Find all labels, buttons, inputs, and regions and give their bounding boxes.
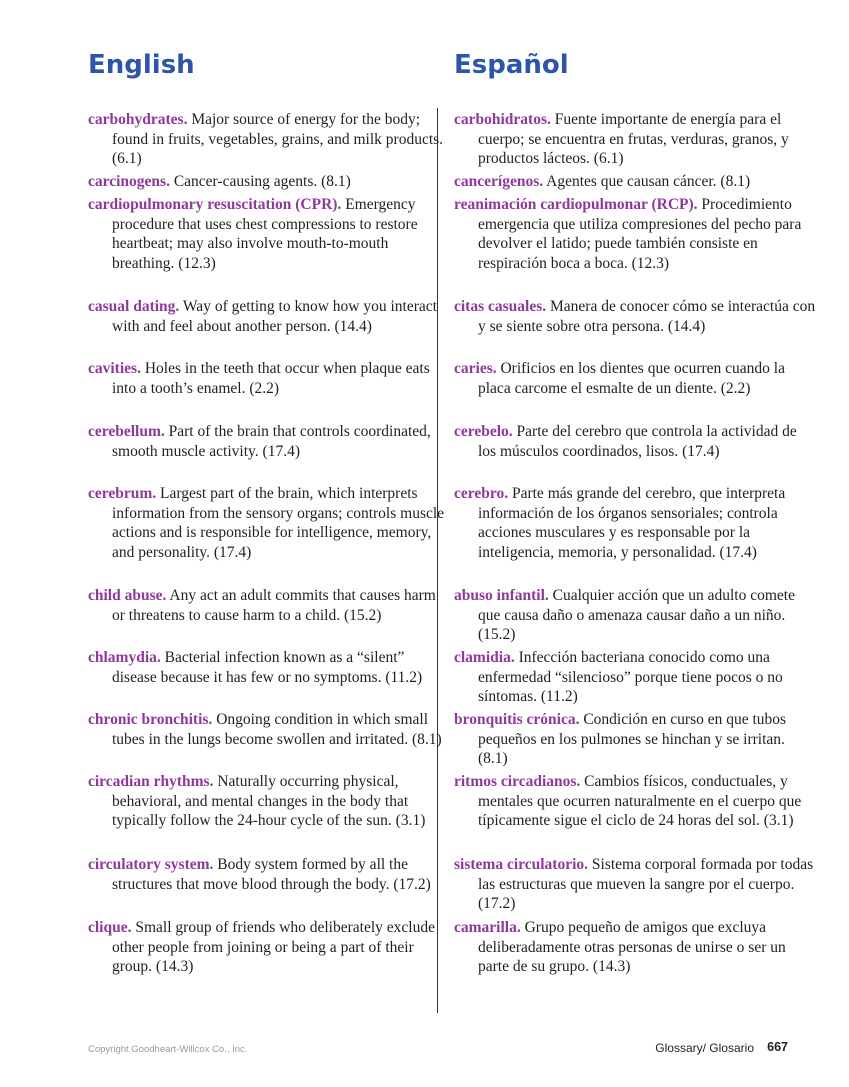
english-heading: English [88,50,195,80]
glossary-definition: Way of getting to know how you interact with and feel about another person. (14.4) [112,298,437,335]
glossary-definition: Parte más grande del cerebro, que interpreta información de los órganos sensoriales; controla acciones musculares y es responsable por la inteligencia, memoria, y personalidad. (17.4) [478,485,786,561]
glossary-entry [88,586,448,625]
glossary-term: citas casuales. [454,298,547,315]
glossary-term: circulatory system. [88,856,214,873]
glossary-entry [454,855,818,914]
glossary-term: circadian rhythms. [88,773,214,790]
glossary-term: cerebrum. [88,485,157,502]
glossary-entry [454,918,818,977]
glossary-definition: Largest part of the brain, which interprets information from the sensory organs; controls muscle actions and is responsible for intelligence, memory, and personality. (17.4) [112,485,445,561]
glossary-entry [454,648,818,707]
glossary-term: carcinogens. [88,173,170,190]
glossary-term: abuso infantil. [454,587,549,604]
glossary-term: cerebelo. [454,423,513,440]
glossary-entry [454,195,818,273]
glossary-term: carbohydrates. [88,111,188,128]
glossary-term: casual dating. [88,298,180,315]
glossary-term: camarilla. [454,919,521,936]
glossary-definition: Cualquier acción que un adulto comete que causa daño o amenaza causar daño a un niño. (15.2) [478,587,795,644]
glossary-term: cancerígenos. [454,173,544,190]
glossary-entry [88,422,448,461]
glossary-definition: Parte del cerebro que controla la actividad de los músculos coordinados, lisos. (17.4) [478,423,797,460]
glossary-term: cerebellum. [88,423,165,440]
glossary-definition: Any act an adult commits that causes harm or threatens to cause harm to a child. (15.2) [112,587,436,624]
glossary-definition: Sistema corporal formada por todas las estructuras que mueven la sangre por el cuerpo. (17.2) [478,856,814,913]
glossary-definition: Procedimiento emergencia que utiliza compresiones del pecho para devolver el latido; puede también consiste en respiración boca a boca. (12.3) [478,196,802,272]
glossary-entry [454,772,818,831]
glossary-term: cavities. [88,360,141,377]
glossary-definition: Fuente importante de energía para el cuerpo; se encuentra en frutas, verduras, granos, y productos lácteos. (6.1) [478,111,789,168]
glossary-term: cardiopulmonary resuscitation (CPR). [88,196,342,213]
glossary-term: reanimación cardiopulmonar (RCP). [454,196,698,213]
glossary-entry [88,110,448,169]
glossary-definition: Major source of energy for the body; found in fruits, vegetables, grains, and milk products. (6.1) [112,111,444,168]
glossary-definition: Grupo pequeño de amigos que excluya deliberadamente otras personas de unirse o ser un parte de su grupo. (14.3) [478,919,786,976]
glossary-entry [88,855,448,894]
glossary-definition: Part of the brain that controls coordinated, smooth muscle activity. (17.4) [112,423,431,460]
glossary-entry [88,772,448,831]
glossary-term: sistema circulatorio. [454,856,589,873]
spanish-heading: Español [454,50,569,80]
glossary-entry [454,110,818,169]
glossary-definition: Small group of friends who deliberately exclude other people from joining or being a part of their group. (14.3) [112,919,435,976]
glossary-entry [454,710,818,769]
copyright: Copyright Goodheart-Willcox Co., Inc. [88,1044,248,1055]
glossary-entry [88,648,448,687]
glossary-definition: Cancer-causing agents. (8.1) [173,173,351,190]
glossary-definition: Agentes que causan cáncer. (8.1) [546,173,751,190]
glossary-entry [454,484,818,562]
glossary-term: clique. [88,919,132,936]
glossary-definition: Naturally occurring physical, behavioral, and mental changes in the body that typically follow the 24-hour cycle of the sun. (3.1) [112,773,426,830]
glossary-entry [88,918,448,977]
glossary-definition: Holes in the teeth that occur when plaque eats into a tooth’s enamel. (2.2) [112,360,430,397]
glossary-entry [88,484,448,562]
glossary-entry [454,297,818,336]
glossary-term: caries. [454,360,497,377]
glossary-definition: Orificios en los dientes que ocurren cuando la placa carcome el esmalte de un diente. (2.2) [478,360,785,397]
glossary-entry [88,710,448,749]
glossary-definition: Bacterial infection known as a “silent” disease because it has few or no symptoms. (11.2) [112,649,423,686]
glossary-entry [88,172,448,192]
glossary-term: chlamydia. [88,649,161,666]
glossary-entry [88,297,448,336]
glossary-entry [88,359,448,398]
glossary-term: carbohidratos. [454,111,551,128]
glossary-definition: Body system formed by all the structures that move blood through the body. (17.2) [112,856,431,893]
footer-section-title: Glossary/ Glosario [655,1041,754,1055]
glossary-definition: Manera de conocer cómo se interactúa con y se siente sobre otra persona. (14.4) [478,298,816,335]
glossary-entry [454,422,818,461]
glossary-definition: Cambios físicos, conductuales, y mentales que ocurren naturalmente en el cuerpo que típicamente sigue el ciclo de 24 horas del sol. (3.1) [478,773,802,830]
glossary-term: bronquitis crónica. [454,711,580,728]
glossary-entry [454,586,818,645]
glossary-definition: Condición en curso en que tubos pequeños en los pulmones se hinchan y se irritan. (8.1) [478,711,787,768]
glossary-entry [454,359,818,398]
glossary-entry [454,172,818,192]
glossary-term: chronic bronchitis. [88,711,213,728]
glossary-term: ritmos circadianos. [454,773,581,790]
glossary-entry [88,195,448,273]
glossary-definition: Ongoing condition in which small tubes in the lungs become swollen and irritated. (8.1) [112,711,442,748]
glossary-term: clamidia. [454,649,515,666]
glossary-term: child abuse. [88,587,167,604]
glossary-definition: Infección bacteriana conocido como una enfermedad “silencioso” porque tiene pocos o no síntomas. (11.2) [478,649,783,706]
glossary-definition: Emergency procedure that uses chest compressions to restore heartbeat; may also involve mouth-to-mouth breathing. (12.3) [112,196,418,272]
glossary-term: cerebro. [454,485,509,502]
page-number: 667 [767,1040,788,1054]
